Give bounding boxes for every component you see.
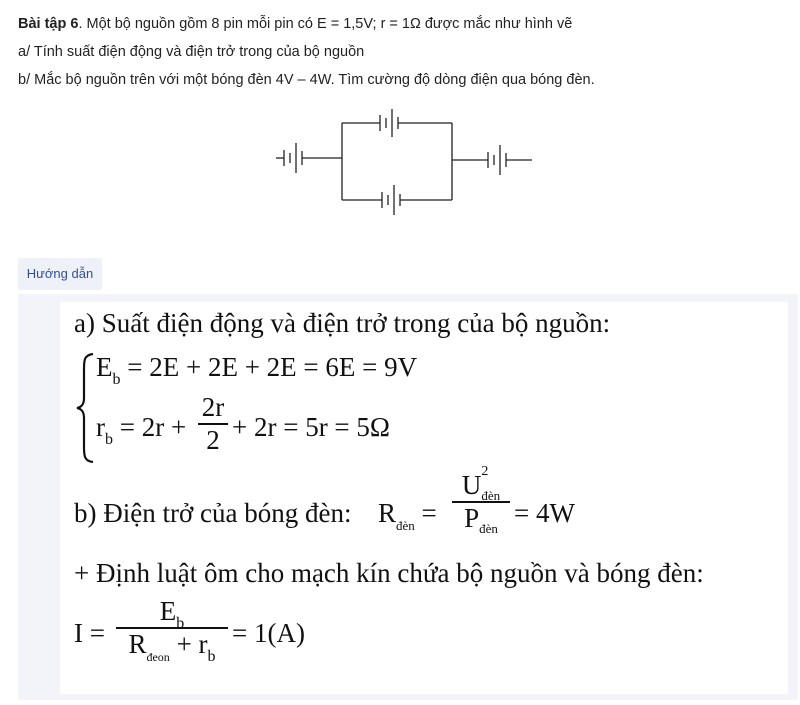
u-subscript: đèn [481,488,501,503]
current-result: = 1(A) [232,618,305,648]
eb-equation [96,352,418,388]
r-fraction-denominator [452,503,510,534]
i-den-plus: + r [176,629,208,659]
r-fraction-numerator [452,464,510,503]
r-symbol: R [378,498,397,528]
rb-fraction [198,392,228,456]
current-fraction [116,596,228,665]
ohm-law-line: + Định luật ôm cho mạch kín chứa bộ nguồn và bóng đèn: [74,558,704,588]
exercise-title: Bài tập 6 [18,16,79,32]
rb-equation-left [96,412,187,448]
rb-fraction-denominator: 2 [206,425,220,455]
r-lamp-fraction [452,464,510,536]
i-den-r-subscript: đeon [146,650,170,664]
u-symbol: U [461,470,482,500]
rb-expression-2: + 2r = 5r = 5Ω [232,412,390,442]
i-den-r: R [128,629,147,659]
eb-symbol: E [96,352,113,382]
i-den-rb-subscript: b [207,648,216,665]
rb-subscript: b [105,431,113,448]
current-fraction-numerator [116,596,228,632]
eb-expression: = 2E + 2E + 2E = 6E = 9V [127,352,418,382]
p-subscript: đèn [479,521,498,536]
battery-circuit-diagram [270,105,540,220]
guide-toggle-button[interactable]: Hướng dẫn [18,258,102,290]
i-num-subscript: b [176,615,185,632]
solution-b-heading: b) Điện trở của bóng đèn: [74,498,352,528]
rb-symbol: r [96,412,105,442]
r-lamp-symbol: $R_{đèn}$ = [378,498,437,533]
solution-image [60,302,788,694]
system-brace [74,352,96,464]
eb-subscript: b [112,371,121,388]
u-superscript: 2 [481,464,489,479]
problem-line-1 [18,10,788,38]
current-symbol: I = [74,618,105,648]
solution-a-heading: a) Suất điện động và điện trở trong của bộ nguồn: [74,308,611,338]
problem-intro: . Một bộ nguồn gồm 8 pin mỗi pin có E = 1,5V; r = 1Ω được mắc như hình vẽ [78,16,573,32]
problem-part-b: b/ Mắc bộ nguồn trên với một bóng đèn 4V – 4W. Tìm cường độ dòng điện qua bóng đèn. [18,72,595,88]
solution-panel [18,294,798,700]
problem-part-a: a/ Tính suất điện động và điện trở trong của bộ nguồn [18,44,365,60]
rb-expression-1: = 2r + [119,412,187,442]
i-num-symbol: E [159,596,177,626]
r-subscript: đèn [396,518,415,533]
problem-statement [18,10,788,94]
p-symbol: P [464,503,480,533]
r-lamp-result: = 4W [514,498,575,528]
current-fraction-denominator [116,629,228,665]
rb-fraction-numerator: 2r [201,392,225,422]
